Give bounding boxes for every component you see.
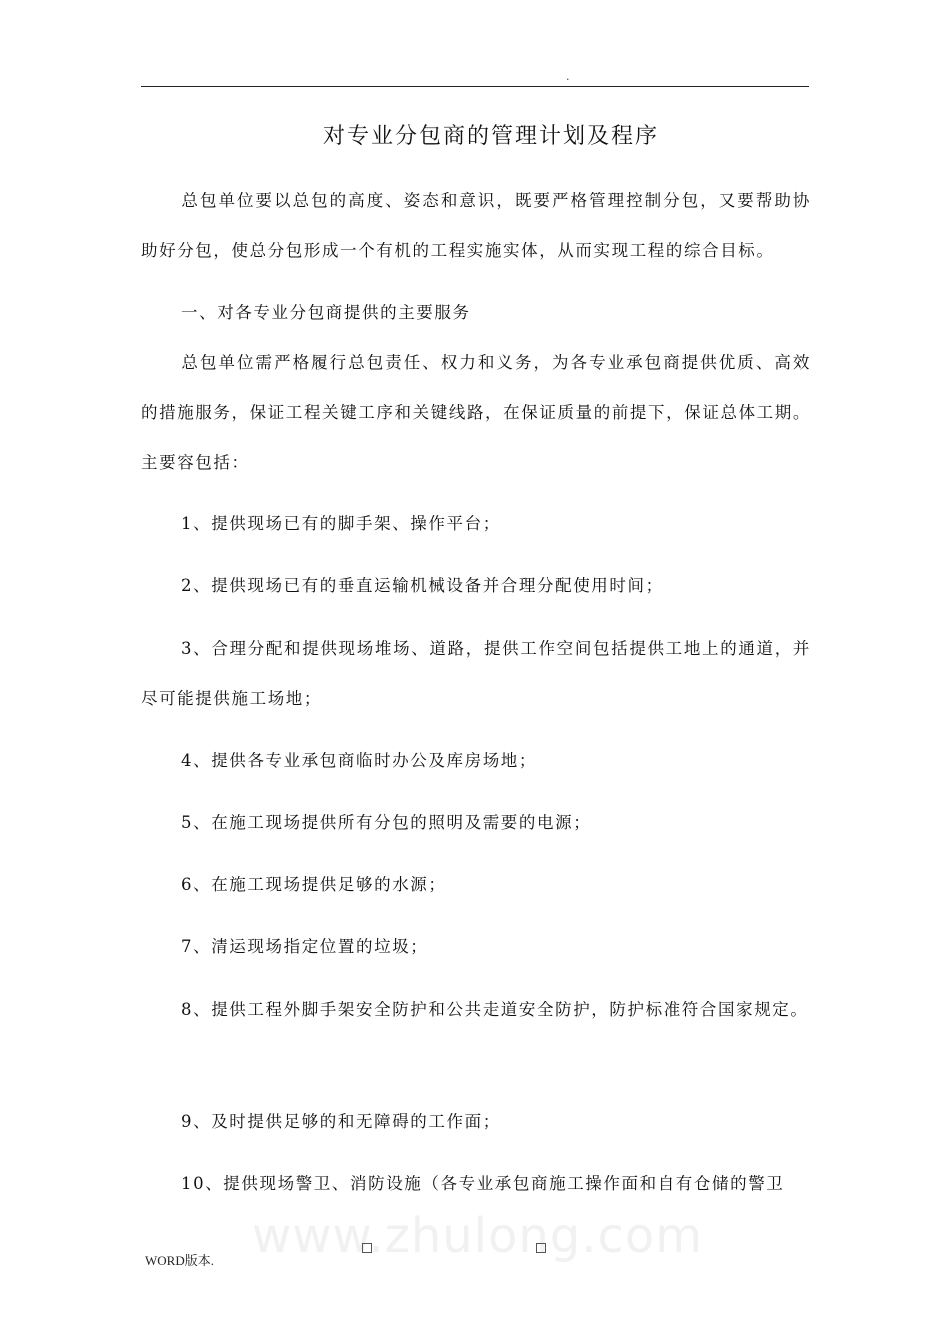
list-item-8 <box>141 985 811 1035</box>
list-item-text: 4、提供各专业承包商临时办公及库房场地； <box>181 751 537 770</box>
list-item-3 <box>141 624 811 724</box>
watermark: www.zhulong.com <box>252 1208 704 1264</box>
footer-text: WORD版本. <box>145 1253 214 1268</box>
paragraph-services <box>141 338 811 488</box>
paragraph-intro <box>141 176 811 276</box>
list-item-2 <box>141 561 811 611</box>
document-title: 对专业分包商的管理计划及程序 <box>322 124 659 149</box>
list-item-7 <box>141 922 811 972</box>
section-heading <box>141 288 811 338</box>
list-item-6 <box>141 860 811 910</box>
header-rule <box>141 86 809 87</box>
list-item-9 <box>141 1097 811 1147</box>
list-item-text: 2、提供现场已有的垂直运输机械设备并合理分配使用时间； <box>181 576 664 595</box>
list-item-1 <box>141 499 811 549</box>
list-item-text: 3、合理分配和提供现场堆场、道路，提供工作空间包括提供工地上的通道，并尽可能提供施工场地； <box>141 639 811 708</box>
list-item-text: 1、提供现场已有的脚手架、操作平台； <box>181 514 501 533</box>
watermark-square-icon <box>362 1243 372 1253</box>
watermark-square-icon <box>536 1243 546 1253</box>
list-item-text: 9、及时提供足够的和无障碍的工作面； <box>181 1112 501 1131</box>
list-item-10 <box>141 1159 811 1209</box>
list-item-text: 5、在施工现场提供所有分包的照明及需要的电源； <box>181 813 592 832</box>
list-item-4 <box>141 736 811 786</box>
section-heading-text: 一、对各专业分包商提供的主要服务 <box>181 303 471 322</box>
list-item-5 <box>141 798 811 848</box>
list-item-text: 6、在施工现场提供足够的水源； <box>181 875 447 894</box>
list-item-text: 8、提供工程外脚手架安全防护和公共走道安全防护，防护标准符合国家规定。 <box>181 1000 809 1019</box>
list-item-text: 10、提供现场警卫、消防设施（各专业承包商施工操作面和自有仓储的警卫 <box>181 1174 785 1193</box>
list-item-text: 7、清运现场指定位置的垃圾； <box>181 937 429 956</box>
paragraph-text: 总包单位需严格履行总包责任、权力和义务，为各专业承包商提供优质、高效的措施服务，保证工程关键工序和关键线路，在保证质量的前提下，保证总体工期。主要容包括： <box>141 353 811 472</box>
paragraph-text: 总包单位要以总包的高度、姿态和意识，既要严格管理控制分包，又要帮助协助好分包，使总分包形成一个有机的工程实施实体，从而实现工程的综合目标。 <box>141 191 811 260</box>
header-mark: . <box>566 70 570 83</box>
